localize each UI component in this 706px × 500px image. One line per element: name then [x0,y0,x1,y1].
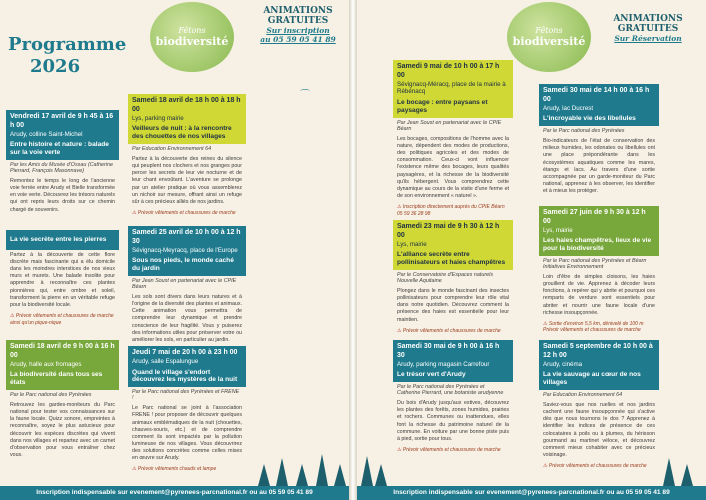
warning-icon: ⚠ [397,327,403,334]
anim-sub-2: au 05 59 05 41 89 [260,35,336,44]
tree-icon [361,456,373,486]
tree-icon [334,464,346,486]
anim-label-2: GRATUITES [617,24,679,34]
event-note: Sortie d'environ 5,5 km, dénivelé de 100 m Prévoir vêtements et chaussures de marche [543,320,644,334]
bird-icon: ⌒ [300,90,310,101]
tree-icon [681,464,693,486]
event-text: Retrouvez les gardes-moniteurs du Parc national pour tester vos connaissances sur la faune locale. Quizz sonore, empreintes à reconnaître, soyez le plus astucieux pour découvrir les espèces discrètes qui vivent dans nos villages et repartez avec un carnet d'observation pour vous entraîner chez vous. [10,402,115,459]
event-text: Les bocages, compositions de l'homme avec la nature, dépendent des modes de productions, des politiques agricoles et des modes de consommation. Ceux-ci vont influencer l'existence même des bocages, leurs qualités paysagères, et la richesse de la biodiversité qu'ils hébergent. Vous comprendrez cette dynamique au cours de la visite d'une ferme et de son environnement « naturel ». [397,135,509,199]
event-text: Loin d'être de simples cloisons, les haies grouillent de vie. Apprenez à décoder leurs fonctions, à repérer qui y abrite et pourquoi ces remparts de verdure sont essentiels pour abriter et nourrir une faune locale d'une richesse insoupçonnée. [543,274,655,316]
event-place: Arudy, salle Espalungue [132,357,199,365]
event-date: Samedi 18 avril de 18 h 00 à 18 h 00 [132,97,241,113]
event-note: Prévoir vêtements et chaussures de marche [137,210,236,217]
animations-header [593,14,703,43]
event-organizer: Par le Parc national des Pyrénées et FRENE ! [132,389,240,402]
event-date: Vendredi 17 avril de 9 h 45 à 16 h 00 [10,113,114,129]
page-fold [349,0,357,500]
event-place: Arudy, cinéma [543,360,583,368]
event-text: Le Parc national se joint à l'association FRENE ! pour proposer de découvrir quelques animaux emblématiques de la nuit (chouettes, chauves-souris, etc.) et de comprendre comment ils sont impactés par la pollution lumineuse de nos villages. Vous découvrirez des solutions concrètes comme celles mises en œuvre sur Arudy. [132,405,242,462]
event-date: Samedi 25 avril de 10 h 00 à 12 h 30 [132,229,241,245]
event-date: Samedi 30 mai de 9 h 00 à 16 h 30 [397,343,500,359]
animations-header [248,6,348,44]
event-block [128,94,246,219]
event-title: Entre histoire et nature : balade sur la voie verte [10,141,109,157]
event-block [6,340,119,461]
event-block [393,60,513,219]
event-date: Samedi 30 mai de 14 h 00 à 16 h 00 [543,87,650,103]
event-note: Prévoir vêtements et chaussures de marche [402,447,501,453]
warning-icon: ⚠ [543,463,549,470]
logo-fetons: Fêtons [178,26,206,35]
logo-bio: biodiversité [155,35,229,48]
warning-icon: ⚠ [397,204,403,211]
biodiversity-logo [150,2,234,72]
event-block [128,226,246,346]
tree-icon [258,464,270,486]
event-date: Jeudi 7 mai de 20 h 00 à 23 h 00 [132,349,238,356]
anim-sub-1: Sur Réservation [614,34,682,43]
event-title: Quand le village s'endort découvrez les mystères de la nuit [132,368,238,384]
tree-icon [663,458,675,486]
event-date: Samedi 9 mai de 10 h 00 à 17 h 00 [397,63,500,79]
biodiversity-logo [507,2,591,72]
event-place: Arudy, halle aux fromages [10,360,82,368]
anim-label-2: GRATUITES [267,16,329,26]
event-place: Sévignacq-Méracq, place de la mairie à Rébénacq [397,80,506,96]
event-block [393,220,513,336]
event-place: Sévignacq-Meyracq, place de l'Europe [132,246,238,254]
event-organizer: Par le Parc national des Pyrénées et Béarn Initiatives Environnement [543,258,647,271]
event-block [6,230,119,328]
event-organizer: Par les Amis du Musée d'Ossau (Catherine Pierrard, François Masonnave) [10,162,113,175]
event-text: Saviez-vous que nos ruelles et nos jardins cachent une faune insoupçonnée qui s'active dès que nous tournons le dos ? Apprenez à identifier les indices de présence de ces colocataires à poils ou à plumes, du hérisson gourmand au martinet véloce, et découvrez comment mieux cohabiter avec ce précieux voisinage. [543,402,655,459]
event-organizer: Par Jean Soust en partenariat avec le CPIE Béarn [132,278,237,291]
left-page [0,0,349,500]
anim-label-1: ANIMATIONS [263,6,333,16]
event-text: Remontez le temps le long de l'ancienne voie ferrée entre Arudy et Bielle transformée en voie verte. Découvrez les trésors naturels qui ont repris leurs droits sur ce chemin chargé de souvenirs. [10,178,115,213]
event-title: L'incroyable vie des libellules [543,115,636,123]
event-text: Partez à la découverte des reines du silence qui peuplent nos clochers et nos granges pour percer les secrets de leur vie nocturne et de leur chant envoûtant. L'aventure se prolonge par un atelier pratique où vous assemblerez un nichoir sur mesure, offrant ainsi un refuge sûr à ces précieux alliés de nos jardins. [132,156,242,205]
tree-icon [276,458,288,486]
tree-icon [375,464,387,486]
anim-label-1: ANIMATIONS [613,14,683,24]
event-organizer: Par Education Environnement 64 [132,146,212,153]
logo-fetons: Fêtons [535,26,563,35]
event-text: Partez à la découverte de cette flore discrète mais fascinante qui a élu domicile dans les moindres interstices de nos vieux murs et murets. Une balade insolite pour apprendre à reconnaître ces plantes pionnières qui, entre ombre et soleil, transforment la pierre en un véritable refuge pour la biodiversité locale. [10,251,115,308]
warning-icon: ⚠ [397,447,403,453]
event-organizer: Par Jean Soust en partenariat avec le CPIE Béarn [397,119,502,132]
footer: Inscription indispensable sur evenement@pyrenees-parcnational.fr ou au 05 59 05 41 89 [357,486,706,500]
footer: Inscription indispensable sur evenement@pyrenees-parcnational.fr ou au 05 59 05 41 89 [0,486,349,500]
event-text: Plongez dans le monde fascinant des insectes pollinisateurs pour comprendre leur rôle vital dans notre quotidien. Découvrez comment la présence des haies est essentielle pour leur maintien. [397,288,509,323]
event-organizer: Par Education Environnement 64 [543,392,623,399]
event-title: Veilleurs de nuit : à la rencontre des chouettes de nos villages [132,125,232,141]
event-organizer: Par le Conservatoire d'Espaces naturels Nouvelle Aquitaine [397,272,494,285]
event-text: Les sols sont divers dans leurs natures et à l'origine de la diversité des plantes et animaux. Cette animation vous permettra de comprendre leur dynamique et prendre conscience de leur fragilité. Vous y puiserez des informations utiles pour préserver votre ou améliorer les sols, en particulier au jardin. [132,294,242,343]
event-title: La biodiversité dans tous ses états [10,371,103,387]
event-note: Prévoir vêtements chauds et lampe [137,466,217,473]
logo-bio: biodiversité [512,35,586,48]
program-year: 2026 [30,56,81,77]
event-date: Samedi 27 juin de 9 h 30 à 12 h 00 [543,209,646,225]
program-title: Programme [8,34,127,55]
event-block [539,340,659,472]
event-block [6,110,119,216]
event-block [128,346,246,475]
event-date: Samedi 5 septembre de 10 h 00 à 12 h 00 [543,343,653,359]
event-block [539,84,659,197]
event-date: Samedi 18 avril de 9 h 00 à 16 h 00 [10,343,115,359]
event-block [539,206,659,336]
tree-icon [316,454,328,486]
event-organizer: Par le Parc national des Pyrénées [543,128,625,135]
event-organizer: Par le Parc national des Pyrénées [10,392,92,399]
anim-sub-1: Sur inscription [266,26,330,35]
event-title: Le bocage : entre paysans et paysages [397,99,488,114]
event-place: Lys, mairie [543,226,573,234]
event-place: Arudy, parking magasin Carrefour [397,360,490,368]
event-title: Les haies champêtres, lieux de vie pour la biodiversité [543,237,652,253]
event-note: Inscription directement auprès du CPIE Béarn 05 59 36 28 98 [397,204,505,217]
event-title: L'alliance secrète entre pollinisateurs et haies champêtres [397,251,506,267]
event-title: Le trésor vert d'Arudy [397,371,466,379]
event-date: Samedi 23 mai de 9 h 30 à 12 h 00 [397,223,500,239]
warning-icon: ⚠ [132,466,138,473]
event-place: Arudy, lac Ducrest [543,104,594,112]
event-place: Arudy, colline Saint-Michel [10,130,83,138]
event-place: Lys, parking mairie [132,114,184,122]
warning-icon: ⚠ [543,320,549,327]
event-block [393,340,513,456]
event-note: Prévoir vêtements et chaussures de marche [548,463,647,470]
event-title: La vie secrète entre les pierres [10,236,107,243]
event-title: La vie sauvage au cœur de nos villages [543,371,641,387]
event-text: Du bois d'Arudy jusqu'aux estives, découvrez les plantes des forêts, zones humides, prairies et rochers. Communes ou inattendues, elles font la richesse du patrimoine naturel de la commune. En voiture par une bonne piste puis à pied, sortie pour tous. [397,400,509,442]
event-note: Prévoir vêtements et chaussures de marche [402,327,501,334]
right-page [357,0,706,500]
warning-icon: ⚠ [10,313,16,320]
event-place: Lys, mairie [397,240,427,248]
event-note: Prévoir vêtements et chaussures de marche ainsi qu'un pique-nique [10,313,114,326]
event-title: Sous nos pieds, le monde caché du jardin [132,257,234,273]
event-text: Bio-indicateurs de l'état de conservation des milieux humides, les odonates ou libellules ont une place prépondérante dans les écosystèmes aquatiques comme les mares, étangs et lacs. Au travers d'une sortie accompagnée par un garde-moniteur du Parc national, apprenez à les observer, les identifier et à mieux les protéger. [543,138,655,195]
event-organizer: Par le Parc national des Pyrénées et Catherine Pierrard, une botaniste arudyenne [397,384,504,397]
warning-icon: ⚠ [132,210,138,217]
tree-icon [296,464,308,486]
